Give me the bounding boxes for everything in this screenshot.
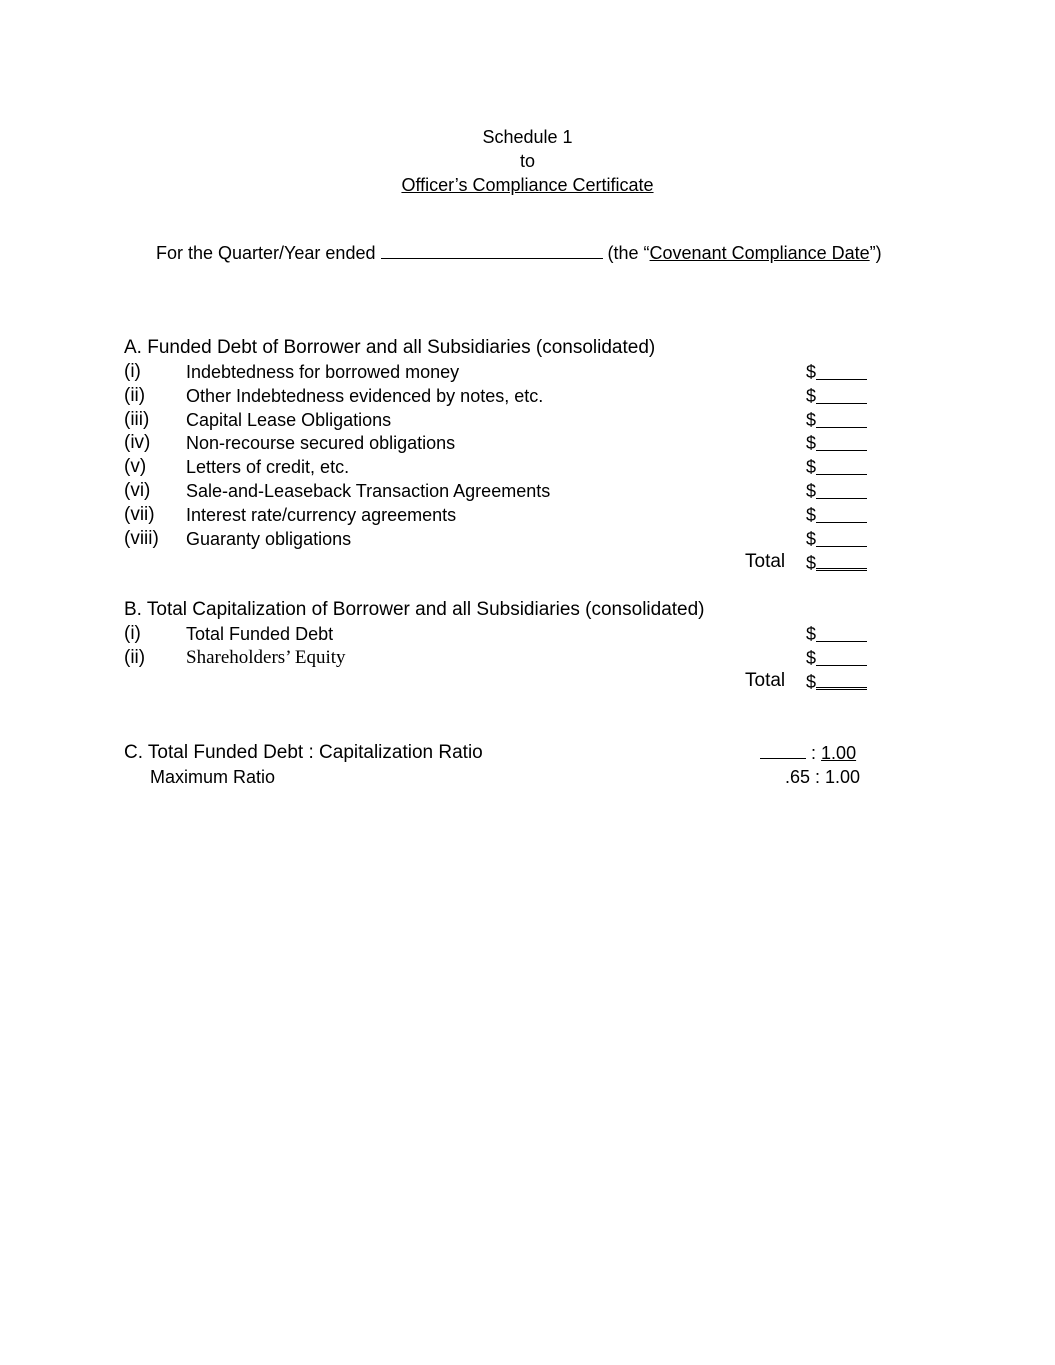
- currency-symbol: $: [806, 505, 817, 525]
- currency-symbol: $: [806, 648, 817, 668]
- row-label: Interest rate/currency agreements: [186, 505, 457, 525]
- certificate-title-text: Officer’s Compliance Certificate: [401, 175, 654, 195]
- amount-blank: [816, 432, 867, 451]
- currency-symbol: $: [806, 433, 817, 453]
- amount-blank: [816, 361, 867, 380]
- row-number: (v): [124, 456, 147, 477]
- amount-blank: [816, 480, 867, 499]
- total-amount-blank: [816, 550, 867, 571]
- schedule-to: to: [519, 151, 535, 171]
- amount-field[interactable]: [806, 360, 870, 384]
- row-number: (iv): [124, 432, 151, 453]
- amount-field[interactable]: [806, 431, 870, 455]
- schedule-title: Schedule 1: [482, 127, 573, 147]
- ratio-field: [760, 741, 856, 765]
- row-number: (i): [124, 623, 141, 644]
- currency-symbol: $: [806, 410, 817, 430]
- amount-blank: [816, 623, 867, 642]
- currency-symbol: $: [806, 624, 817, 644]
- row-label: Capital Lease Obligations: [186, 410, 392, 430]
- amount-blank: [816, 647, 867, 666]
- amount-blank: [816, 456, 867, 475]
- row-label: Guaranty obligations: [186, 529, 352, 549]
- currency-symbol: $: [806, 553, 817, 573]
- row-label: Non-recourse secured obligations: [186, 433, 456, 453]
- row-label: Total Funded Debt: [186, 624, 334, 644]
- row-number: (ii): [124, 647, 146, 668]
- ratio-separator: :: [811, 743, 817, 763]
- ratio-numerator-blank[interactable]: [760, 741, 806, 759]
- currency-symbol: $: [806, 481, 817, 501]
- amount-blank: [816, 409, 867, 428]
- total-amount-field[interactable]: [806, 669, 870, 694]
- total-amount-field[interactable]: [806, 550, 870, 575]
- row-number: (i): [124, 361, 141, 382]
- row-number: (vi): [124, 480, 151, 501]
- covenant-compliance-date-term: Covenant Compliance Date: [649, 243, 870, 263]
- row-number: (viii): [124, 528, 159, 549]
- maximum-ratio-value: .65 : 1.00: [784, 767, 860, 787]
- amount-field[interactable]: [806, 646, 870, 670]
- amount-field[interactable]: [806, 527, 870, 551]
- period-suffix: ”): [869, 243, 882, 263]
- total-label: Total: [745, 551, 786, 572]
- row-label: Other Indebtedness evidenced by notes, etc.: [186, 386, 544, 406]
- row-label: Sale-and-Leaseback Transaction Agreements: [186, 481, 551, 501]
- section-c-title: C. Total Funded Debt : Capitalization Ratio: [124, 742, 483, 763]
- row-number: (iii): [124, 409, 150, 430]
- amount-field[interactable]: [806, 622, 870, 646]
- currency-symbol: $: [806, 672, 817, 692]
- period-prefix: For the Quarter/Year ended: [156, 243, 376, 263]
- amount-field[interactable]: [806, 408, 870, 432]
- amount-field[interactable]: [806, 503, 870, 527]
- amount-field[interactable]: [806, 455, 870, 479]
- certificate-title: [0, 173, 1055, 197]
- amount-field[interactable]: [806, 479, 870, 503]
- amount-field[interactable]: [806, 384, 870, 408]
- row-number: (vii): [124, 504, 155, 525]
- maximum-ratio-label: Maximum Ratio: [150, 767, 276, 787]
- total-label: Total: [745, 670, 786, 691]
- row-number: (ii): [124, 385, 146, 406]
- currency-symbol: $: [806, 529, 817, 549]
- row-label: Letters of credit, etc.: [186, 457, 350, 477]
- period-middle: (the “: [607, 243, 650, 263]
- amount-blank: [816, 504, 867, 523]
- currency-symbol: $: [806, 362, 817, 382]
- period-date-field[interactable]: [381, 242, 603, 259]
- row-label: Shareholders’ Equity: [186, 647, 346, 668]
- row-label: Indebtedness for borrowed money: [186, 362, 460, 382]
- currency-symbol: $: [806, 457, 817, 477]
- section-a-title: A. Funded Debt of Borrower and all Subsidiaries (consolidated): [124, 337, 656, 358]
- total-amount-blank: [816, 669, 867, 690]
- period-line: [156, 241, 882, 265]
- currency-symbol: $: [806, 386, 817, 406]
- ratio-denominator: 1.00: [821, 743, 857, 763]
- amount-blank: [816, 385, 867, 404]
- amount-blank: [816, 528, 867, 547]
- section-b-title: B. Total Capitalization of Borrower and all Subsidiaries (consolidated): [124, 599, 705, 620]
